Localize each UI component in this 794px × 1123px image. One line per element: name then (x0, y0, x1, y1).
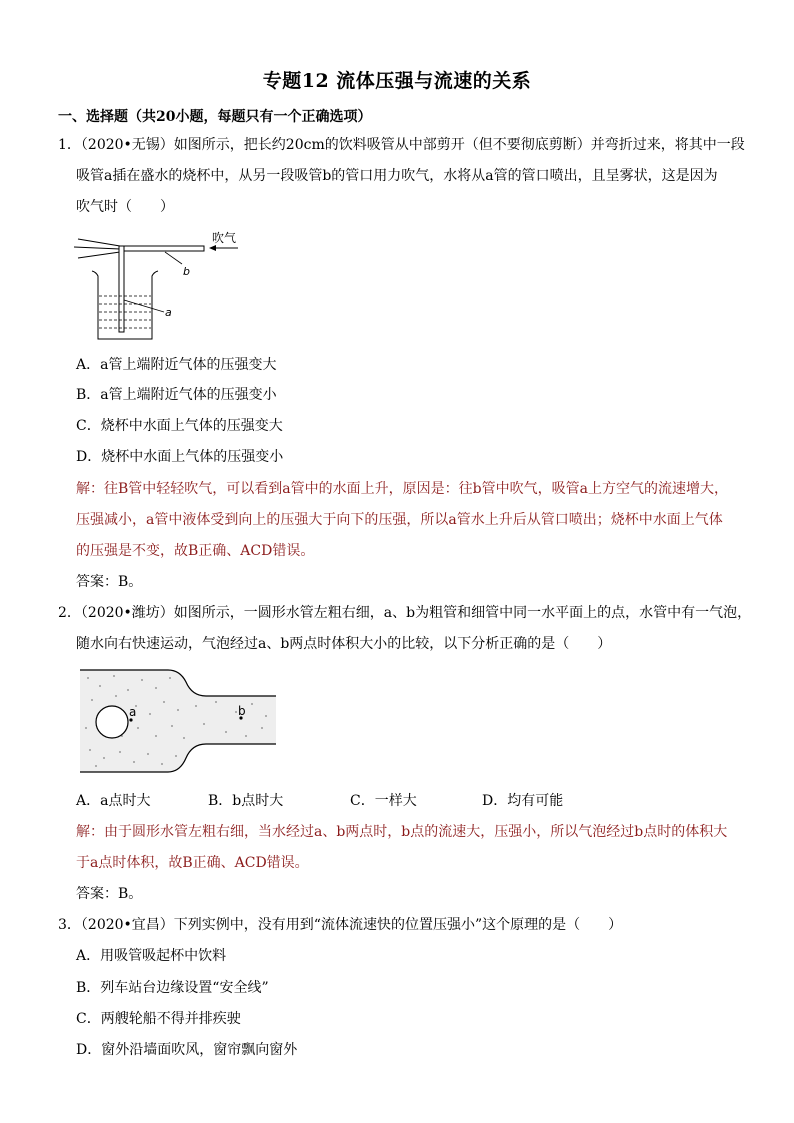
q1-stem-line-2: 吸管a插在盛水的烧杯中，从另一段吸管b的管口用力吹气，水将从a管的管口喷出，且呈雾状，这是因为 (76, 168, 718, 184)
q2-solution-line-2: 于a点时体积，故B正确、ACD错误。 (76, 855, 309, 871)
q2-option-a: A．a点时大 (76, 793, 151, 809)
q3-option-c: C．两艘轮船不得并排疾驶 (76, 1011, 241, 1027)
q1-option-a: A．a管上端附近气体的压强变大 (76, 357, 277, 373)
q3-option-d: D．窗外沿墙面吹风，窗帘飘向窗外 (76, 1042, 298, 1058)
q1-solution-line-1: 解：往B管中轻轻吹气，可以看到a管中的水面上升，原因是：往b管中吹气，吸管a上方空气的流速增大， (76, 481, 728, 497)
q2-figure-a-label: a (129, 705, 137, 719)
q2-answer: 答案：B。 (76, 886, 143, 902)
q3-stem: 3．（2020•宜昌）下列实例中，没有用到“流体流速快的位置压强小”这个原理的是（ ） (58, 917, 623, 933)
q1-solution-line-2: 压强减小，a管中液体受到向上的压强大于向下的压强，所以a管水上升后从管口喷出；烧杯中水面上气体 (76, 512, 723, 528)
q1-stem-line-1: 1．（2020•无锡）如图所示，把长约20cm的饮料吸管从中部剪开（但不要彻底剪断）并弯折过来，将其中一段 (58, 137, 745, 153)
q2-figure-pipe (76, 666, 282, 776)
q1-answer: 答案：B。 (76, 574, 143, 590)
q2-option-d: D．均有可能 (482, 793, 564, 809)
section-heading: 一、选择题（共20小题，每题只有一个正确选项） (58, 109, 372, 125)
q2-figure-b-label: b (238, 704, 246, 718)
q1-figure-blow-label: 吹气 (212, 231, 237, 245)
q1-option-d: D．烧杯中水面上气体的压强变小 (76, 449, 284, 465)
q3-option-a: A．用吸管吸起杯中饮料 (76, 948, 227, 964)
q1-option-c: C．烧杯中水面上气体的压强变大 (76, 418, 283, 434)
q1-stem-line-3: 吹气时（ ） (76, 199, 174, 215)
q1-option-b: B．a管上端附近气体的压强变小 (76, 387, 277, 403)
q2-stem-line-1: 2．（2020•潍坊）如图所示，一圆形水管左粗右细，a、b为粗管和细管中同一水平面上的点，水管中有一气泡， (58, 605, 752, 621)
q2-option-c: C．一样大 (350, 793, 417, 809)
q1-figure-b-label: b (183, 265, 190, 278)
q2-solution-line-1: 解：由于圆形水管左粗右细，当水经过a、b两点时，b点的流速大，压强小，所以气泡经过b点时的体积大 (76, 824, 728, 840)
q1-figure-straw-beaker (70, 228, 250, 346)
q1-figure-a-label: a (165, 306, 172, 319)
q1-solution-line-3: 的压强是不变，故B正确、ACD错误。 (76, 543, 315, 559)
q2-stem-line-2: 随水向右快速运动，气泡经过a、b两点时体积大小的比较，以下分析正确的是（ ） (76, 636, 612, 652)
page-title: 专题12 流体压强与流速的关系 (262, 70, 532, 92)
q3-option-b: B．列车站台边缘设置“安全线” (76, 980, 269, 996)
q2-option-b: B．b点时大 (208, 793, 284, 809)
